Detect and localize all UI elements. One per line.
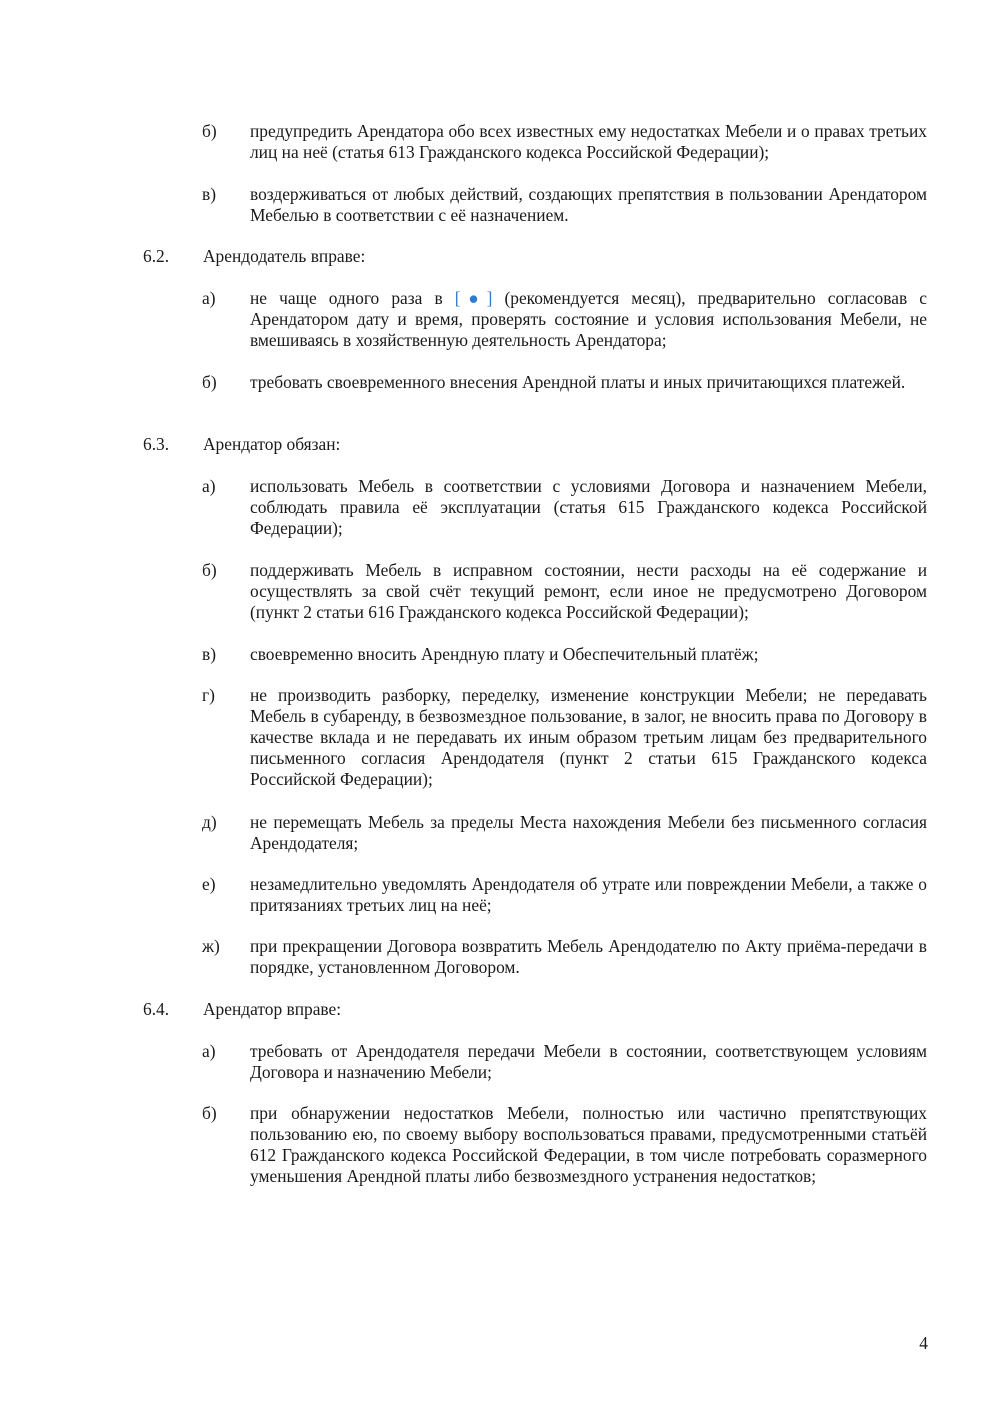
list-item <box>202 560 927 623</box>
list-item <box>202 1041 927 1083</box>
list-item <box>202 121 927 163</box>
item-marker: а) <box>202 288 216 308</box>
list-item <box>202 685 927 790</box>
clause-title: Арендатор обязан: <box>203 434 341 454</box>
item-marker: в) <box>202 644 217 664</box>
list-item <box>202 476 927 539</box>
item-text: предупредить Арендатора обо всех известных ему недостатках Мебели и о правах третьих лиц на неё (статья 613 Гражданского кодекса Российской Федерации); <box>250 121 927 162</box>
item-text: при прекращении Договора возвратить Мебель Арендодателю по Акту приёма-передачи в порядке, установленном Договором. <box>250 936 927 977</box>
item-marker: б) <box>202 1103 217 1123</box>
item-marker: д) <box>202 812 217 832</box>
item-marker: б) <box>202 372 217 392</box>
item-text: использовать Мебель в соответствии с условиями Договора и назначением Мебели, соблюдать правила её эксплуатации (статья 615 Гражданского кодекса Российской Федерации); <box>250 476 927 538</box>
list-item <box>202 874 927 916</box>
item-text: требовать своевременного внесения Арендной платы и иных причитающихся платежей. <box>250 372 906 392</box>
clause-title: Арендодатель вправе: <box>203 246 366 266</box>
item-text <box>250 288 927 351</box>
item-text-after: (рекомендуется месяц), предварительно согласовав с Арендатором дату и время, проверять состояние и условия использования Мебели, не вмешиваясь в хозяйственную деятельность Арендатора; <box>250 288 927 350</box>
list-item <box>202 936 927 978</box>
item-text: незамедлительно уведомлять Арендодателя об утрате или повреждении Мебели, а также о притязаниях третьих лиц на неё; <box>250 874 927 915</box>
placeholder-marker: [●] <box>454 288 493 308</box>
item-text-before: не чаще одного раза в <box>250 288 455 308</box>
item-marker: г) <box>202 685 215 705</box>
item-marker: ж) <box>202 936 220 956</box>
item-marker: б) <box>202 560 217 580</box>
list-item <box>202 288 927 351</box>
item-text: своевременно вносить Арендную плату и Обеспечительный платёж; <box>250 644 759 664</box>
item-text: не производить разборку, переделку, изменение конструкции Мебели; не передавать Мебель в субаренду, в безвозмездное пользование, в залог, не вносить права по Договору в качестве вклада и не передавать их иным образом третьим лицам без предварительного письменного согласия Арендодателя (пункт 2 статьи 615 Гражданского кодекса Российской Федерации); <box>250 685 927 789</box>
item-marker: в) <box>202 184 217 204</box>
list-item <box>202 812 927 854</box>
clause-title: Арендатор вправе: <box>203 999 342 1019</box>
list-item <box>202 372 927 393</box>
clause-number: 6.3. <box>143 434 170 454</box>
item-text: воздерживаться от любых действий, создающих препятствия в пользовании Арендатором Мебелью в соответствии с её назначением. <box>250 184 927 225</box>
item-text: не перемещать Мебель за пределы Места нахождения Мебели без письменного согласия Арендодателя; <box>250 812 927 853</box>
item-text: требовать от Арендодателя передачи Мебели в состоянии, соответствующем условиям Договора и назначению Мебели; <box>250 1041 927 1082</box>
item-marker: б) <box>202 121 217 141</box>
item-text: при обнаружении недостатков Мебели, полностью или частично препятствующих пользованию ею, по своему выбору воспользоваться правами, предусмотренными статьёй 612 Гражданского кодекса Российской Федерации, в том числе потребовать соразмерного уменьшения Арендной платы либо безвозмездного устранения недостатков; <box>250 1103 927 1186</box>
clause-number: 6.4. <box>143 999 170 1019</box>
list-item <box>202 184 927 226</box>
item-marker: е) <box>202 874 216 894</box>
page-number: 4 <box>919 1333 928 1353</box>
item-marker: а) <box>202 1041 216 1061</box>
list-item <box>202 644 927 665</box>
clause-number: 6.2. <box>143 246 170 266</box>
item-marker: а) <box>202 476 216 496</box>
list-item <box>202 1103 927 1187</box>
item-text: поддерживать Мебель в исправном состоянии, нести расходы на её содержание и осуществлять за свой счёт текущий ремонт, если иное не предусмотрено Договором (пункт 2 статьи 616 Гражданского кодекса Российской Федерации); <box>250 560 927 622</box>
